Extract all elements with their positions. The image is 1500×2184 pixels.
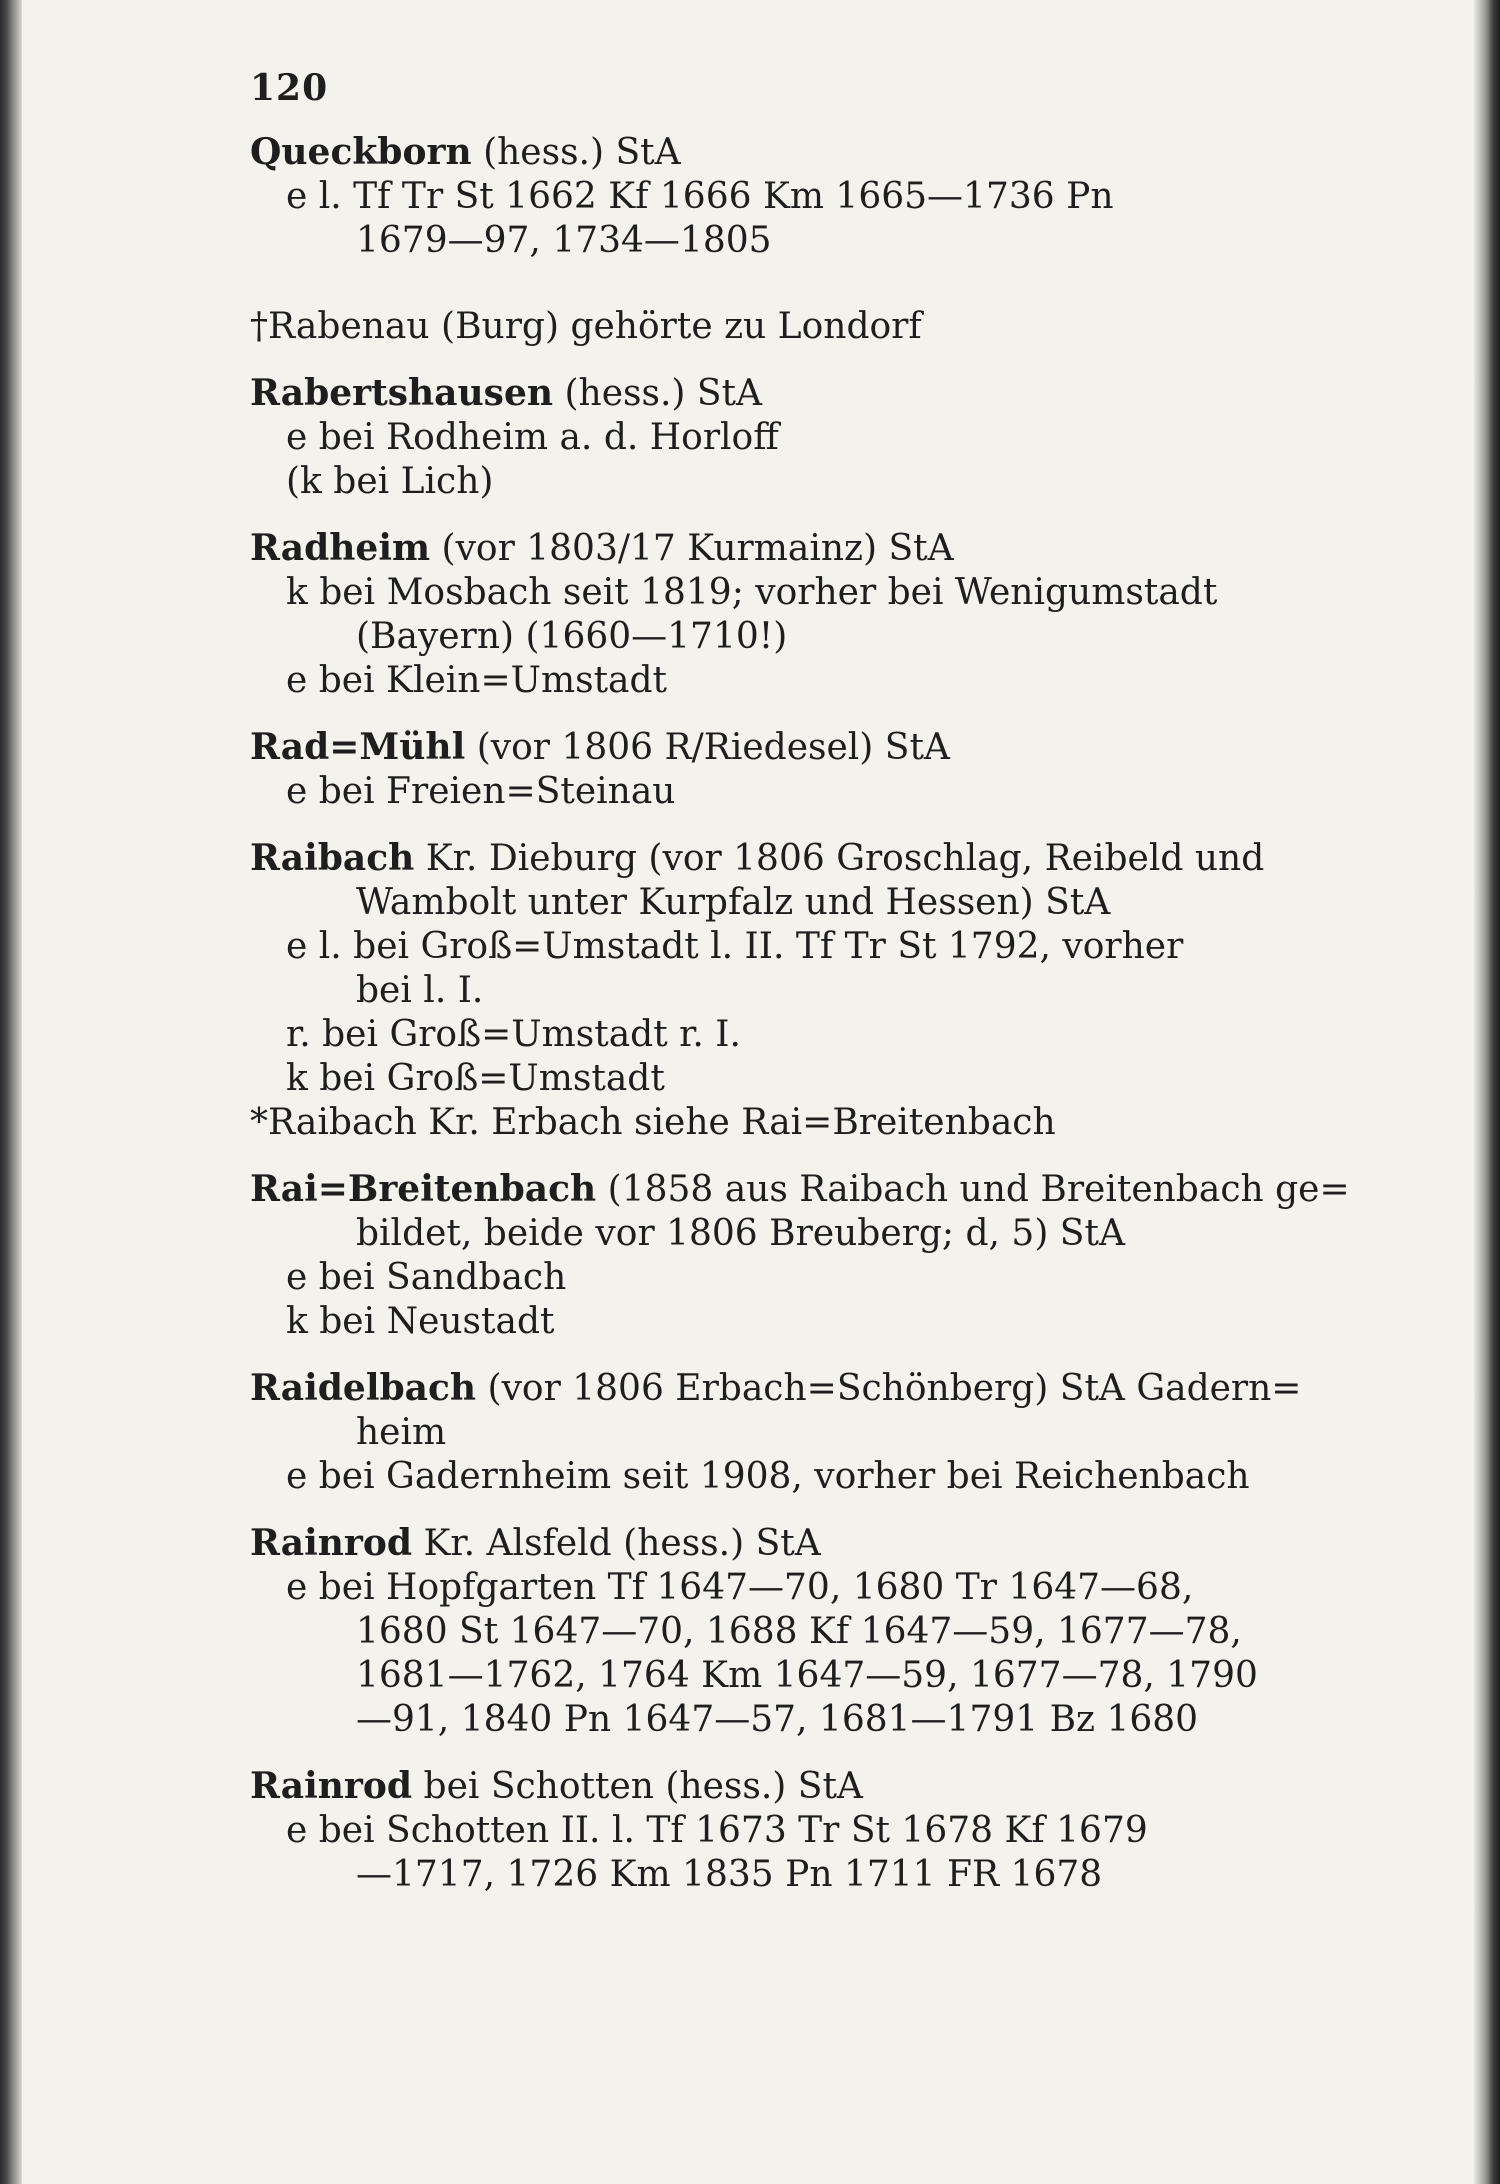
entry-heading-line — [250, 371, 1330, 416]
entry-heading-line — [250, 1764, 1330, 1809]
place-entry — [250, 725, 1330, 814]
place-entry — [250, 836, 1330, 1101]
entry-text: e l. Tf Tr St 1662 Kf 1666 Km 1665—1736 Pn — [286, 176, 1114, 217]
place-name: Rainrod — [250, 1765, 413, 1807]
book-spine-shadow — [0, 0, 22, 2184]
entry-text: bildet, beide vor 1806 Breuberg; d, 5) StA — [356, 1213, 1125, 1254]
entry-heading-line — [250, 526, 1330, 571]
entry-heading-line — [250, 130, 1330, 175]
entry-text: k bei Neustadt — [286, 1301, 555, 1342]
place-entry — [250, 1101, 1330, 1145]
entry-detail-line — [250, 1654, 1330, 1698]
entry-heading-line — [250, 1521, 1330, 1566]
entry-heading-line — [250, 305, 1330, 349]
entry-detail-line — [250, 881, 1330, 925]
place-entry — [250, 130, 1330, 263]
entry-detail-line — [250, 175, 1330, 219]
entry-detail-line — [250, 416, 1330, 460]
entry-heading-line — [250, 725, 1330, 770]
entry-text: e bei Rodheim a. d. Horloff — [286, 417, 779, 458]
page-edge-shadow — [1474, 0, 1500, 2184]
entry-text: 1679—97, 1734—1805 — [356, 220, 772, 261]
entry-text: k bei Groß=Umstadt — [286, 1058, 665, 1099]
entry-text: (k bei Lich) — [286, 461, 494, 502]
entry-text: e bei Klein=Umstadt — [286, 660, 668, 701]
entry-text: Kr. Dieburg (vor 1806 Groschlag, Reibeld und — [414, 838, 1265, 879]
place-name: Raibach — [250, 837, 415, 879]
entry-text: —1717, 1726 Km 1835 Pn 1711 FR 1678 — [356, 1854, 1103, 1895]
entry-detail-line — [250, 219, 1330, 263]
entry-text: (vor 1803/17 Kurmainz) StA — [430, 528, 954, 569]
entry-detail-line — [250, 1455, 1330, 1499]
entry-text: e bei Freien=Steinau — [286, 771, 676, 812]
entry-text: (hess.) StA — [471, 132, 681, 173]
entry-detail-line — [250, 1057, 1330, 1101]
entry-detail-line — [250, 969, 1330, 1013]
entry-detail-line — [250, 770, 1330, 814]
entry-detail-line — [250, 460, 1330, 504]
entry-detail-line — [250, 659, 1330, 703]
place-entry — [250, 526, 1330, 703]
place-entry — [250, 305, 1330, 349]
place-entry — [250, 1521, 1330, 1742]
place-name: Radheim — [250, 527, 431, 569]
entry-text: bei Schotten (hess.) StA — [412, 1766, 863, 1807]
entry-detail-line — [250, 571, 1330, 615]
entry-detail-line — [250, 1853, 1330, 1897]
entry-text: (vor 1806 R/Riedesel) StA — [465, 727, 950, 768]
entry-detail-line — [250, 1566, 1330, 1610]
entry-detail-line — [250, 615, 1330, 659]
entry-text: bei l. I. — [356, 970, 484, 1011]
entry-detail-line — [250, 1013, 1330, 1057]
entry-text: heim — [356, 1412, 447, 1453]
place-name: Rainrod — [250, 1522, 413, 1564]
entry-text: e bei Sandbach — [286, 1257, 567, 1298]
entry-text: (1858 aus Raibach und Breitenbach ge= — [596, 1169, 1350, 1210]
entry-heading-line — [250, 1101, 1330, 1145]
entry-text: (Bayern) (1660—1710!) — [356, 616, 788, 657]
entry-detail-line — [250, 1610, 1330, 1654]
entry-detail-line — [250, 1212, 1330, 1256]
entry-text: —91, 1840 Pn 1647—57, 1681—1791 Bz 1680 — [356, 1699, 1199, 1740]
place-entry — [250, 1764, 1330, 1897]
entry-detail-line — [250, 1698, 1330, 1742]
entry-text: 1680 St 1647—70, 1688 Kf 1647—59, 1677—78, — [356, 1611, 1242, 1652]
entry-text: e bei Schotten II. l. Tf 1673 Tr St 1678 Kf 1679 — [286, 1810, 1148, 1851]
entry-text: *Raibach Kr. Erbach siehe Rai=Breitenbach — [250, 1102, 1056, 1143]
entry-detail-line — [250, 1809, 1330, 1853]
place-name: Raidelbach — [250, 1367, 477, 1409]
entry-text: (hess.) StA — [553, 373, 763, 414]
book-page — [250, 58, 1350, 1897]
gazetteer-entries — [250, 130, 1350, 1897]
place-name: Rai=Breitenbach — [250, 1168, 597, 1210]
entry-heading-line — [250, 836, 1330, 881]
entry-text: r. bei Groß=Umstadt r. I. — [286, 1014, 741, 1055]
entry-heading-line — [250, 1366, 1330, 1411]
place-entry — [250, 1366, 1330, 1499]
entry-heading-line — [250, 1167, 1350, 1212]
place-name: Rabertshausen — [250, 372, 554, 414]
entry-text: 1681—1762, 1764 Km 1647—59, 1677—78, 1790 — [356, 1655, 1258, 1696]
place-entry — [250, 371, 1330, 504]
place-name: Rad=Mühl — [250, 726, 466, 768]
entry-detail-line — [250, 925, 1330, 969]
entry-text: e bei Gadernheim seit 1908, vorher bei Reichenbach — [286, 1456, 1250, 1497]
entry-text: Wambolt unter Kurpfalz und Hessen) StA — [356, 882, 1111, 923]
entry-detail-line — [250, 1300, 1330, 1344]
entry-text: e l. bei Groß=Umstadt l. II. Tf Tr St 1792, vorher — [286, 926, 1184, 967]
entry-text: (vor 1806 Erbach=Schönberg) StA Gadern= — [476, 1368, 1302, 1409]
place-entry — [250, 1167, 1350, 1344]
place-name: Queckborn — [250, 131, 472, 173]
entry-text: k bei Mosbach seit 1819; vorher bei Wenigumstadt — [286, 572, 1218, 613]
page-number: 120 — [250, 67, 329, 109]
entry-text: e bei Hopfgarten Tf 1647—70, 1680 Tr 1647—68, — [286, 1567, 1194, 1608]
entry-detail-line — [250, 1411, 1330, 1455]
entry-text: †Rabenau (Burg) gehörte zu Londorf — [250, 306, 922, 347]
entry-text: Kr. Alsfeld (hess.) StA — [412, 1523, 821, 1564]
entry-detail-line — [250, 1256, 1330, 1300]
